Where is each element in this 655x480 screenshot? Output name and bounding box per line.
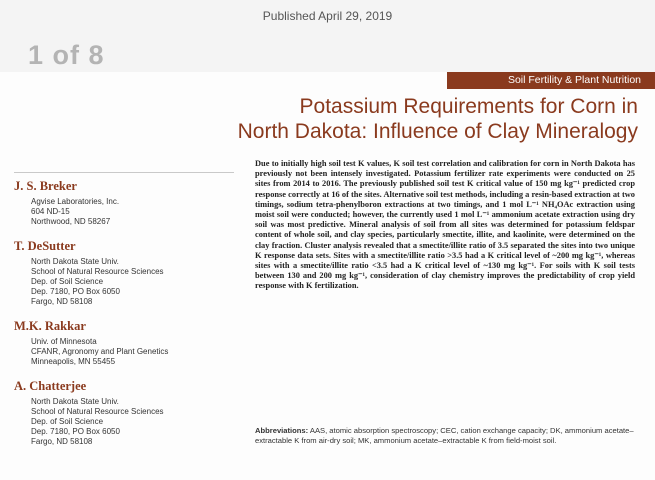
abbreviations-label: Abbreviations:	[255, 426, 309, 435]
author-block	[14, 379, 234, 447]
affiliation-line: Northwood, ND 58267	[31, 217, 111, 226]
title-line-1: Potassium Requirements for Corn in	[299, 95, 638, 118]
affiliation-line: CFANR, Agronomy and Plant Genetics	[31, 347, 169, 356]
author-block	[14, 319, 234, 367]
document-page[interactable]	[0, 72, 655, 480]
page-counter: 1 of 8	[28, 40, 105, 70]
affiliation-line: Fargo, ND 58108	[31, 297, 93, 306]
author-name: A. Chatterjee	[14, 379, 87, 393]
author-name: T. DeSutter	[14, 239, 76, 253]
abstract-text: Due to initially high soil test K values, K soil test correlation and calibration for corn in North Dakota has previously not been intensely investigated. Potassium fertilizer rate experiments were conducted on 25 sites from 2014 to 2016. The previously published soil test K critical value of 150 mg kg⁻¹ predicted crop response correctly at 16 of the sites. Alternative soil test methods, including a resin-based extraction at two timings, sodium tetra-phenylboron extractions at two timings, and 1 mol L⁻¹ NH₄OAc extraction using moist soil were conducted; however, the currently used 1 mol L⁻¹ ammonium acetate extraction using dry soil was most predictive. Mineral analysis of soil from all sites was determined for potassium feldspar content of whole soil, and clay species, particularly smectite, illite, and kaolinite, were determined on the clay fraction. Cluster analysis revealed that a smectite/illite ratio of 3.5 separated the sites into two unique K response data sets. Sites with a smectite/illite ratio >3.5 had a K critical level of ~200 mg kg⁻¹, whereas sites with a smectite/illite ratio <3.5 had a K critical level of ~130 mg kg⁻¹. For soils with K soil tests between 130 and 200 mg kg⁻¹, consideration of clay chemistry improves the predictability of crop yield response with K fertilization.	[255, 159, 635, 291]
author-list	[14, 172, 234, 459]
published-date: Published April 29, 2019	[262, 9, 393, 23]
affiliation-line: Agvise Laboratories, Inc.	[31, 197, 120, 206]
affiliation-line: North Dakota State Univ.	[31, 397, 119, 406]
title-line-2: North Dakota: Influence of Clay Mineralogy	[237, 120, 638, 143]
author-name: J. S. Breker	[14, 179, 77, 193]
affiliation-line: Univ. of Minnesota	[31, 337, 97, 346]
affiliation-line: Dep. 7180, PO Box 6050	[31, 287, 120, 296]
author-name: M.K. Rakkar	[14, 319, 86, 333]
abbreviations-note	[255, 426, 635, 446]
affiliation-line: School of Natural Resource Sciences	[31, 407, 164, 416]
paper-title	[38, 94, 638, 144]
section-banner	[447, 72, 655, 89]
affiliation-line: Minneapolis, MN 55455	[31, 357, 116, 366]
author-block	[14, 179, 234, 227]
abbreviations-text: AAS, atomic absorption spectroscopy; CEC, cation exchange capacity; DK, ammonium acetate–extractable K from air-dry soil; MK, ammonium acetate–extractable K from field-moist soil.	[255, 426, 634, 445]
affiliation-line: 604 ND-15	[31, 207, 70, 216]
author-block	[14, 239, 234, 307]
affiliation-line: Dep. of Soil Science	[31, 277, 104, 286]
viewer-top-bar	[0, 0, 655, 30]
affiliation-line: Dep. 7180, PO Box 6050	[31, 427, 120, 436]
affiliation-line: School of Natural Resource Sciences	[31, 267, 164, 276]
affiliation-line: Dep. of Soil Science	[31, 417, 104, 426]
affiliation-line: Fargo, ND 58108	[31, 437, 93, 446]
section-label: Soil Fertility & Plant Nutrition	[507, 74, 641, 86]
affiliation-line: North Dakota State Univ.	[31, 257, 119, 266]
